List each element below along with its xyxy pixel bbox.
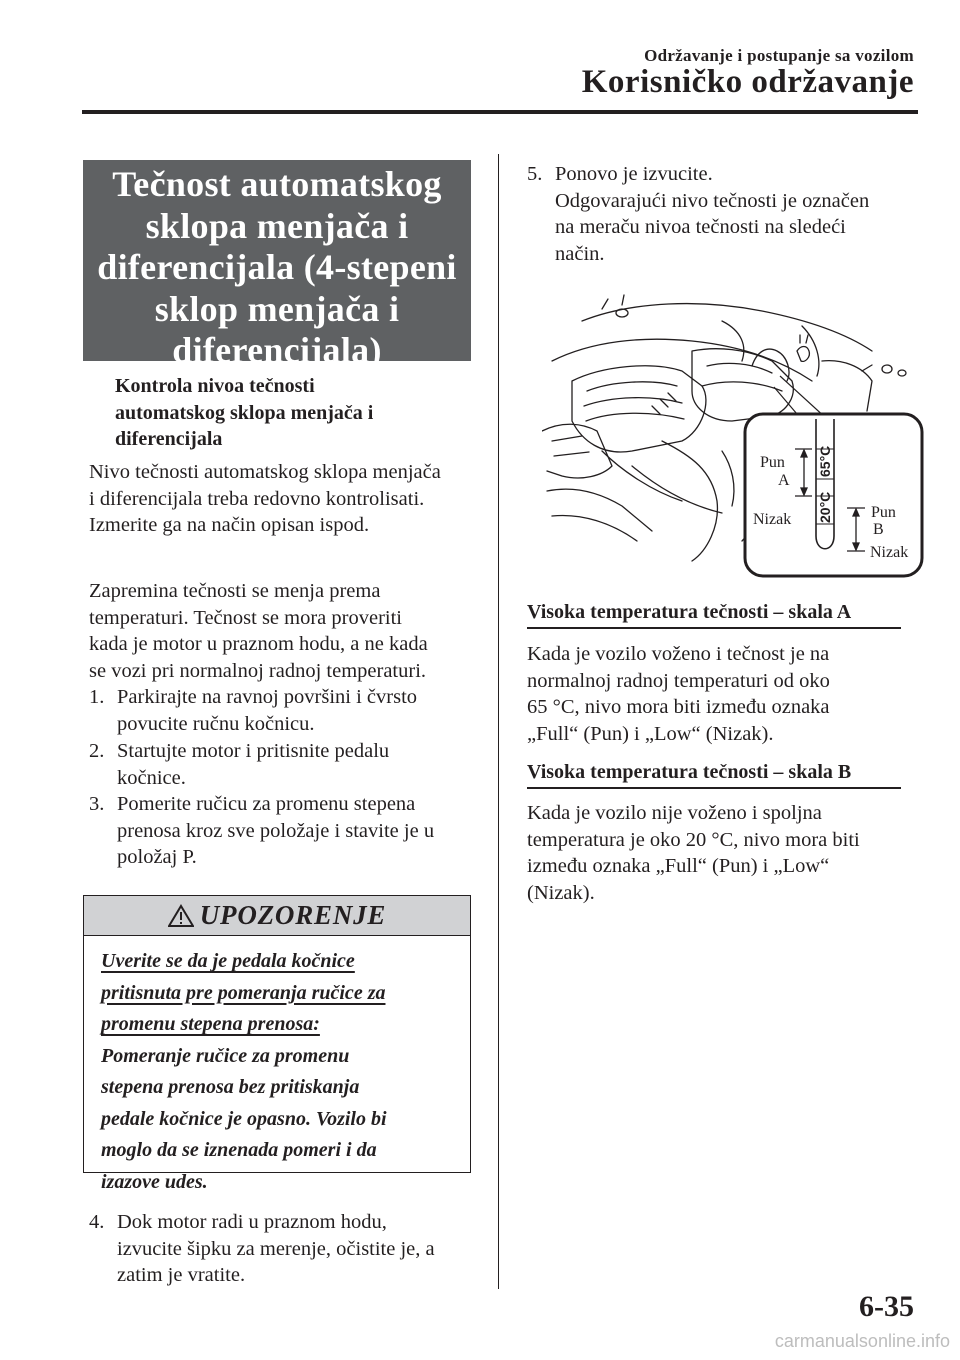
section-b-line: (Nizak). xyxy=(527,881,595,904)
subheading-line: automatskog sklopa menjača i xyxy=(115,401,374,424)
warning-box xyxy=(83,895,471,1193)
section-a-line: normalnoj radnoj temperaturi od oko xyxy=(527,669,830,692)
warning-line: stepena prenosa bez pritiskanja xyxy=(101,1076,360,1098)
nizak-b-label: Nizak xyxy=(870,544,909,561)
section-a-rule xyxy=(527,627,901,629)
step-number: 4. xyxy=(89,1211,105,1233)
section-b-line: između oznaka „Full“ (Pun) i „Low“ xyxy=(527,855,830,877)
warning-emphasis-line: pritisnuta pre pomeranja ručice za xyxy=(101,981,386,1004)
step-line: Pomerite ručicu za promenu stepena xyxy=(117,793,416,815)
section-title-line: Tečnost automatskog xyxy=(112,164,442,204)
warning-title: UPOZORENJE xyxy=(199,900,387,930)
section-a-paragraph xyxy=(527,641,830,747)
note-line: kada je motor u praznom hodu, a ne kada xyxy=(89,633,428,655)
step-item xyxy=(89,791,434,871)
column-divider xyxy=(498,154,499,1289)
section-a-heading: Visoka temperatura tečnosti – skala A xyxy=(527,601,852,623)
dipstick-icon xyxy=(816,419,834,549)
section-title-line: sklop menjača i xyxy=(154,288,400,329)
step-item xyxy=(89,684,417,737)
step-number: 1. xyxy=(89,686,105,708)
pun-a-label: Pun xyxy=(760,454,785,471)
subheading-line: diferencijala xyxy=(115,428,223,450)
step-line: izvucite šipku za merenje, očistite je, a xyxy=(117,1237,435,1260)
intro-line: Izmerite ga na način opisan ispod. xyxy=(89,514,370,536)
nizak-a-label: Nizak xyxy=(753,511,792,528)
intro-paragraph xyxy=(89,459,441,539)
note-line: se vozi pri normalnoj radnoj temperaturi. xyxy=(89,659,427,682)
page-number: 6-35 xyxy=(859,1290,914,1323)
running-header-title: Korisničko održavanje xyxy=(581,64,914,100)
mark-65c-label: 65°C xyxy=(817,445,833,477)
step-number: 2. xyxy=(89,740,105,762)
section-title-box xyxy=(83,160,471,370)
step-number: 5. xyxy=(527,163,543,185)
step-line: kočnice. xyxy=(117,766,186,789)
step-line: Ponovo je izvucite. xyxy=(555,163,713,185)
section-b-line: temperatura je oko 20 °C, nivo mora biti xyxy=(527,828,860,851)
warning-line: izazove udes. xyxy=(101,1170,208,1193)
range-b-label: B xyxy=(873,521,884,538)
warning-line: Pomeranje ručice za promenu xyxy=(101,1044,350,1067)
note-paragraph xyxy=(89,578,428,684)
intro-line: i diferencijala treba redovno kontrolisati. xyxy=(89,487,425,510)
running-header-subtitle: Održavanje i postupanje sa vozilom xyxy=(644,46,914,65)
section-b-heading: Visoka temperatura tečnosti – skala B xyxy=(527,761,852,783)
warning-emphasis-line: promenu stepena prenosa: xyxy=(101,1013,320,1035)
header-rule xyxy=(82,110,918,114)
warning-line: moglo da se iznenada pomeri i da xyxy=(101,1139,377,1161)
warning-header xyxy=(84,896,470,936)
section-b-rule xyxy=(527,787,901,789)
mark-20c-label: 20°C xyxy=(817,491,833,523)
step-line: zatim je vratite. xyxy=(117,1264,246,1286)
section-title-line: diferencijala (4-stepeni xyxy=(97,247,457,287)
pun-b-label: Pun xyxy=(871,504,896,521)
step-line: na meraču nivoa tečnosti na sledeći xyxy=(555,216,846,238)
note-line: temperaturi. Tečnost se mora proveriti xyxy=(89,606,402,629)
step-line: prenosa kroz sve položaje i stavite je u xyxy=(117,819,435,842)
footer-watermark[interactable]: carmanualsonline.info xyxy=(774,1331,950,1351)
step-line: Odgovarajući nivo tečnosti je označen xyxy=(555,189,870,212)
step-number: 3. xyxy=(89,793,105,815)
section-a-line: 65 °C, nivo mora biti između oznaka xyxy=(527,696,830,718)
section-a-line: „Full“ (Pun) i „Low“ (Nizak). xyxy=(527,722,774,745)
range-a-label: A xyxy=(778,472,790,489)
section-b-paragraph xyxy=(527,800,860,906)
subheading xyxy=(115,373,373,453)
step-item xyxy=(527,161,869,267)
step-line: Dok motor radi u praznom hodu, xyxy=(117,1211,387,1233)
warning-body xyxy=(101,946,387,1198)
section-title-line: sklopa menjača i xyxy=(145,205,409,246)
step-line: Startujte motor i pritisnite pedalu xyxy=(117,740,390,762)
engine-bay-illustration xyxy=(542,291,927,581)
step-line: povucite ručnu kočnicu. xyxy=(117,712,315,735)
step-item xyxy=(89,738,389,791)
step-line: položaj P. xyxy=(117,846,197,868)
section-a-line: Kada je vozilo voženo i tečnost je na xyxy=(527,643,830,665)
step-line: način. xyxy=(555,242,605,265)
step-item xyxy=(89,1209,435,1289)
step-line: Parkirajte na ravnoj površini i čvrsto xyxy=(117,686,418,708)
warning-line: pedale kočnice je opasno. Vozilo bi xyxy=(101,1107,387,1130)
section-title-line: diferencijala) xyxy=(172,330,382,370)
warning-emphasis-line: Uverite se da je pedala kočnice xyxy=(101,950,355,972)
subheading-line: Kontrola nivoa tečnosti xyxy=(115,375,315,397)
intro-line: Nivo tečnosti automatskog sklopa menjača xyxy=(89,461,441,483)
warning-triangle-icon xyxy=(168,904,194,928)
note-line: Zapremina tečnosti se menja prema xyxy=(89,580,381,602)
section-b-line: Kada je vozilo nije voženo i spoljna xyxy=(527,802,822,824)
